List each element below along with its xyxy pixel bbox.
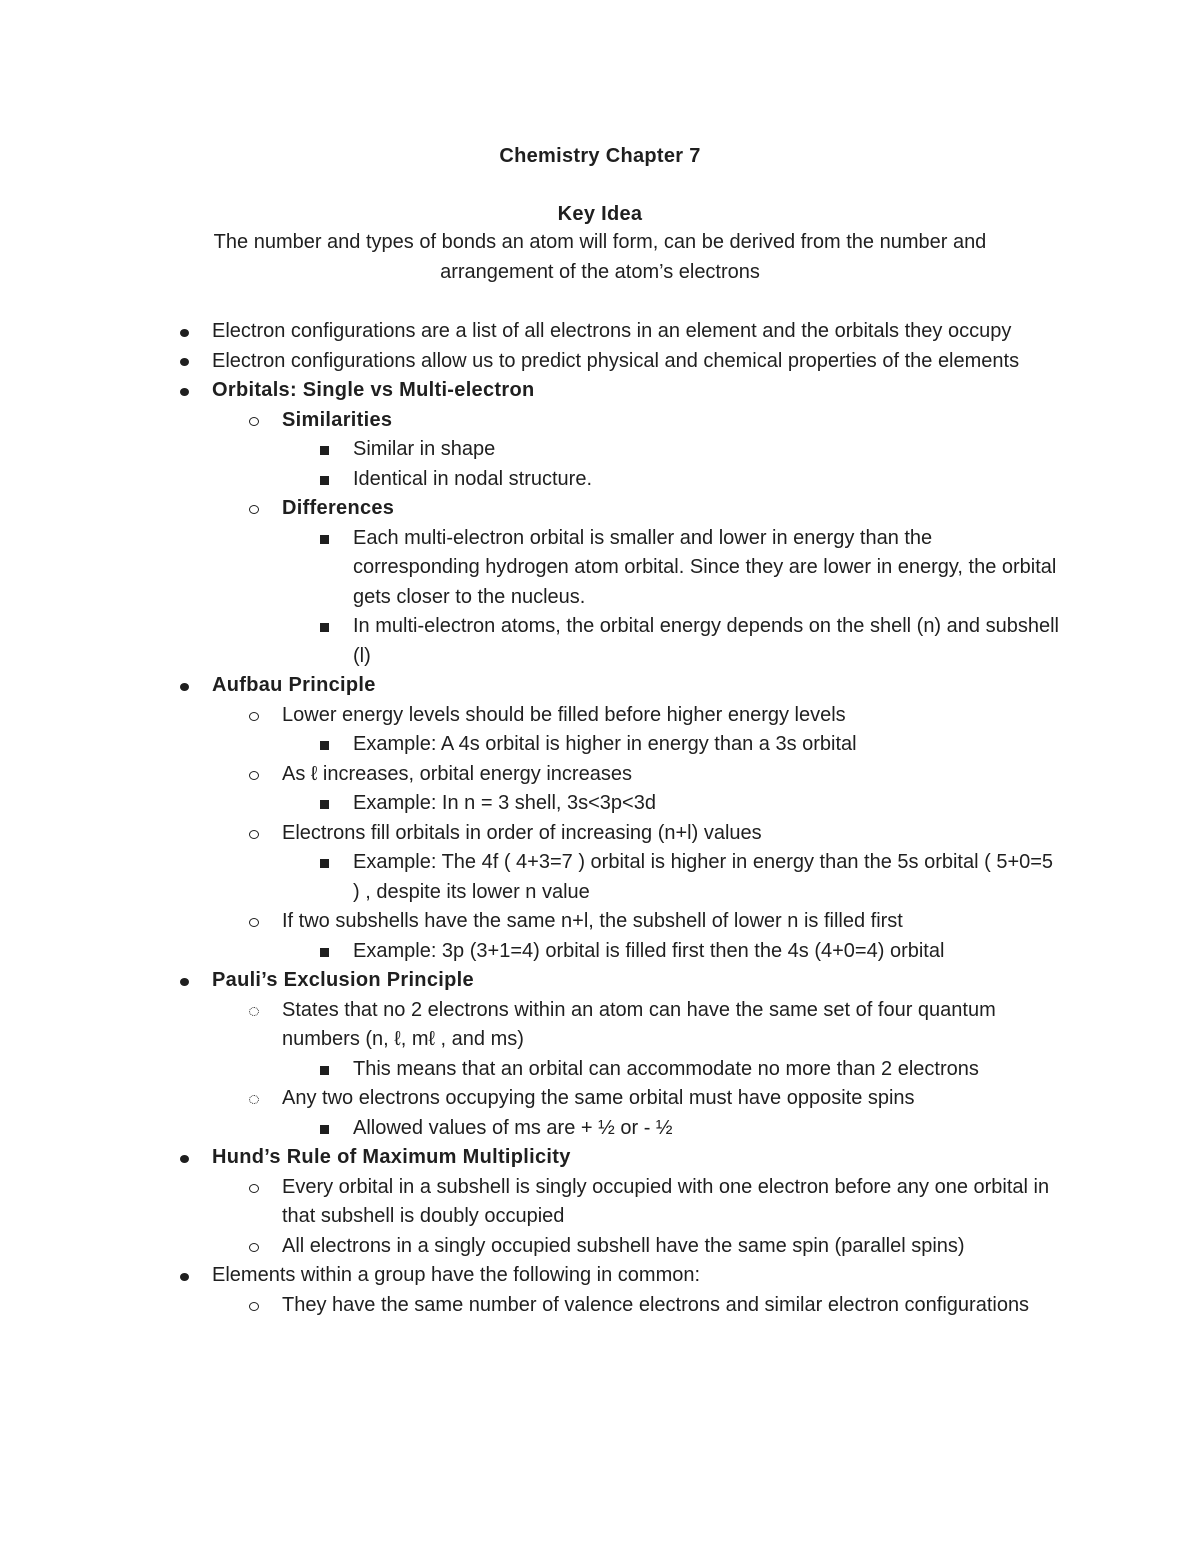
- list-item-text: Each multi-electron orbital is smaller and lower in energy than the corresponding hydrogen atom orbital. Since they are lower in energy, the orbital gets closer to the nucleus.: [353, 526, 1057, 608]
- list-item-text: Electrons fill orbitals in order of increasing (n+l) values: [282, 821, 762, 844]
- section-heading: Similarities: [282, 408, 393, 431]
- bullet-circle-icon: [242, 1173, 266, 1203]
- list-item-text: Elements within a group have the following in common:: [212, 1264, 701, 1286]
- bullet-dot-icon: [172, 1261, 196, 1291]
- bullet-square-icon: [312, 612, 336, 642]
- list-item: [0, 996, 1200, 1055]
- list-item: [0, 347, 1200, 377]
- section-heading: Differences: [282, 497, 395, 519]
- key-idea-text: The number and types of bonds an atom will form, can be derived from the number and arrangement of the atom’s electrons: [213, 231, 987, 283]
- list-item-text: Example: 3p (3+1=4) orbital is filled first then the 4s (4+0=4) orbital: [353, 939, 945, 962]
- section-heading: Aufbau Principle: [212, 674, 376, 696]
- list-item: [0, 819, 1200, 849]
- bullet-dotted-circle-icon: [242, 1084, 266, 1114]
- list-item: [0, 1114, 1200, 1144]
- list-item: [0, 1291, 1200, 1321]
- bullet-dot-icon: [172, 376, 196, 406]
- bullet-circle-icon: [242, 1232, 266, 1262]
- bullet-square-icon: [312, 1055, 336, 1085]
- list-item-text: They have the same number of valence electrons and similar electron configurations: [282, 1293, 1030, 1316]
- list-item-text: If two subshells have the same n+l, the subshell of lower n is filled first: [282, 910, 903, 932]
- list-item: [0, 1173, 1200, 1232]
- list-item: [0, 760, 1200, 790]
- list-item: [0, 671, 1200, 701]
- list-item-text: Electron configurations allow us to predict physical and chemical properties of the elements: [212, 349, 1020, 372]
- section-heading: Orbitals: Single vs Multi-electron: [212, 379, 535, 401]
- bullet-circle-icon: [242, 406, 266, 436]
- list-item-text: Every orbital in a subshell is singly occupied with one electron before any one orbital in that subshell is doubly occupied: [282, 1175, 1050, 1227]
- bullet-dot-icon: [172, 347, 196, 377]
- bullet-circle-icon: [242, 760, 266, 790]
- list-item-text: All electrons in a singly occupied subshell have the same spin (parallel spins): [282, 1234, 965, 1257]
- list-item: [0, 1055, 1200, 1085]
- list-item-text: Example: In n = 3 shell, 3s<3p<3d: [353, 792, 656, 814]
- bullet-dot-icon: [172, 1143, 196, 1173]
- list-item: [0, 612, 1200, 671]
- list-item: [0, 1084, 1200, 1114]
- list-item-text: States that no 2 electrons within an atom can have the same set of four quantum numbers (n, ℓ, mℓ , and ms): [282, 998, 996, 1050]
- bullet-circle-icon: [242, 701, 266, 731]
- list-item: [0, 524, 1200, 613]
- list-item-text: This means that an orbital can accommodate no more than 2 electrons: [353, 1057, 979, 1080]
- list-item: [0, 937, 1200, 967]
- list-item-text: Identical in nodal structure.: [353, 467, 593, 490]
- bullet-dotted-circle-icon: [242, 996, 266, 1026]
- list-item: [0, 789, 1200, 819]
- bullet-square-icon: [312, 789, 336, 819]
- bullet-dot-icon: [172, 671, 196, 701]
- bullet-square-icon: [312, 524, 336, 554]
- list-item-text: In multi-electron atoms, the orbital energy depends on the shell (n) and subshell (l): [353, 615, 1059, 667]
- list-item-text: Allowed values of ms are + ½ or - ½: [353, 1116, 673, 1139]
- bullet-square-icon: [312, 730, 336, 760]
- bullet-square-icon: [312, 435, 336, 465]
- bullet-square-icon: [312, 1114, 336, 1144]
- list-item-text: Lower energy levels should be filled before higher energy levels: [282, 703, 846, 726]
- list-item: [0, 376, 1200, 406]
- notes-list: [0, 317, 1200, 1320]
- list-item: [0, 406, 1200, 436]
- list-item-text: Example: The 4f ( 4+3=7 ) orbital is higher in energy than the 5s orbital ( 5+0=5 ) , despite its lower n value: [353, 851, 1054, 903]
- list-item: [0, 435, 1200, 465]
- list-item: [0, 848, 1200, 907]
- bullet-circle-icon: [242, 494, 266, 524]
- list-item: [0, 701, 1200, 731]
- bullet-dot-icon: [172, 317, 196, 347]
- section-heading: Pauli’s Exclusion Principle: [212, 969, 474, 991]
- bullet-dot-icon: [172, 966, 196, 996]
- list-item-text: Electron configurations are a list of all electrons in an element and the orbitals they occupy: [212, 320, 1012, 342]
- list-item: [0, 907, 1200, 937]
- list-item: [0, 1232, 1200, 1262]
- list-item-text: Example: A 4s orbital is higher in energy than a 3s orbital: [353, 733, 857, 755]
- bullet-circle-icon: [242, 907, 266, 937]
- bullet-square-icon: [312, 937, 336, 967]
- list-item: [0, 730, 1200, 760]
- bullet-circle-icon: [242, 819, 266, 849]
- list-item-text: As ℓ increases, orbital energy increases: [282, 762, 632, 785]
- section-heading: Hund’s Rule of Maximum Multiplicity: [212, 1146, 571, 1168]
- list-item: [0, 966, 1200, 996]
- list-item-text: Similar in shape: [353, 438, 496, 460]
- bullet-square-icon: [312, 465, 336, 495]
- bullet-circle-icon: [242, 1291, 266, 1321]
- bullet-square-icon: [312, 848, 336, 878]
- list-item: [0, 1143, 1200, 1173]
- list-item-text: Any two electrons occupying the same orbital must have opposite spins: [282, 1087, 915, 1109]
- list-item: [0, 494, 1200, 524]
- document-title: Chemistry Chapter 7: [499, 145, 701, 167]
- list-item: [0, 1261, 1200, 1291]
- key-idea-heading: Key Idea: [557, 203, 643, 225]
- list-item: [0, 317, 1200, 347]
- list-item: [0, 465, 1200, 495]
